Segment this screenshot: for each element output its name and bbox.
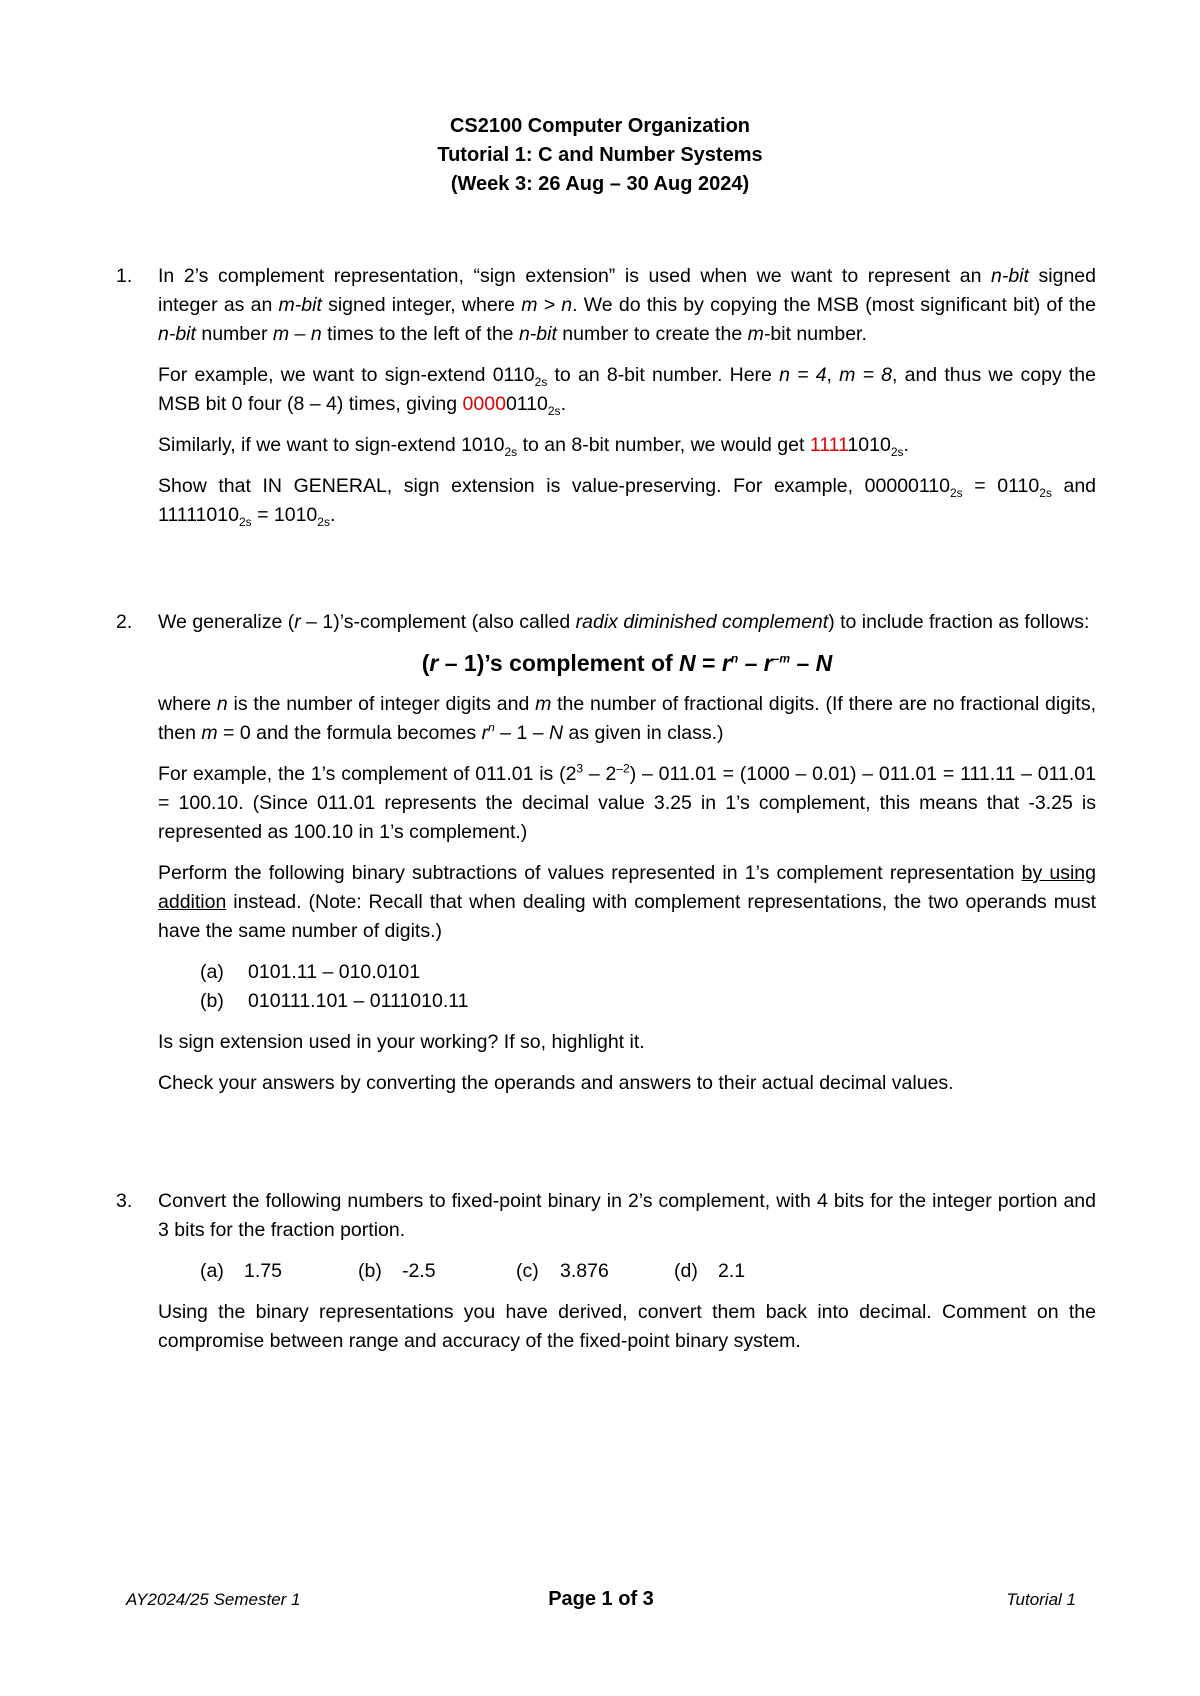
paragraph: Using the binary representations you have derived, convert them back into decimal. Comment on the compromise between range and accuracy of the fixed-point binary system. [158,1301,1096,1352]
paragraph: Is sign extension used in your working? If so, highlight it. [158,1031,645,1053]
highlighted-bits: 1111 [809,434,848,456]
question-number: 3. [116,1190,133,1212]
paragraph: For example, the 1’s complement of 011.01 is $(2^3 - 2^{-2}) - 011.01 = (1000 - 0.01) - 011.01 = 111.11 - 011.01 = 100.10$. (Since 011.01 represents the decimal value 3.25 in 1’s complement, this means that -3.25 is represented as 100.10 in 1’s complement.) [158,761,1096,843]
course-title: CS2100 Computer Organization [449,115,751,137]
question-body [158,262,1096,530]
paragraph: Convert the following numbers to fixed-point binary in 2’s complement, with 4 bits for the integer portion and 3 bits for the fraction portion. [158,1190,1096,1241]
underlined-phrase: by using addition [158,862,1096,913]
question-2 [116,608,1096,1110]
list-item: (a) 0101.11 – 010.0101 [200,961,421,983]
question-body [158,1187,1096,1356]
paragraph: We generalize (r – 1)’s-complement (also called radix diminished complement) to include fraction as follows: [158,611,1090,633]
list-item: (c) 3.876 [516,1260,609,1282]
paragraph: Show that IN GENERAL, sign extension is value-preserving. For example, $00000110_{2s} = 0110_{2s}$ and $11111010_{2s} = 1010_{2s}$. [158,475,1097,529]
complement-formula: (r – 1)’s complement of $N = r^n - r^{-m} - N$ [421,650,833,676]
paragraph: Perform the following binary subtractions of values represented in 1’s complement representation by using addition instead. (Note: Recall that when dealing with complement representations, the two operands must have the same number of digits.) [158,862,1096,942]
question-body [158,608,1096,1098]
document-header [0,112,1200,199]
list-item: (b) -2.5 [358,1260,436,1282]
highlighted-bits: 0000 [462,393,506,415]
paragraph: For example, we want to sign-extend $0110_{2s}$ to an 8-bit number. Here n = 4, m = 8, and thus we copy the MSB bit 0 four (8 – 4) times, giving $00000110_{2s}$. [158,364,1096,418]
footer-semester: AY2024/25 Semester 1 [126,1590,301,1609]
list-item: (b) 010111.101 – 0111010.11 [200,990,469,1012]
paragraph: where n is the number of integer digits and m the number of fractional digits. (If there are no fractional digits, then m = 0 and the formula becomes $r^n - 1$ – N as given in class.) [158,693,1097,744]
conversion-list [200,1257,1096,1286]
subtraction-list [200,958,1096,1016]
list-item: (a) 1.75 [200,1260,282,1282]
paragraph: Similarly, if we want to sign-extend $1010_{2s}$ to an 8-bit number, we would get $11111010_{2s}$. [158,434,909,459]
footer-tutorial: Tutorial 1 [1006,1590,1076,1609]
list-item: (d) 2.1 [674,1260,746,1282]
paragraph: Check your answers by converting the operands and answers to their actual decimal values. [158,1072,954,1094]
page-footer [126,1585,1076,1615]
page-number: Page 1 of 3 [548,1588,654,1610]
paragraph: In 2’s complement representation, “sign extension” is used when we want to represent an n-bit signed integer as an m-bit signed integer, where m > n. We do this by copying the MSB (most significant bit) of the n-bit number m – n times to the left of the n-bit number to create the m-bit number. [158,265,1097,345]
question-number: 2. [116,611,133,633]
tutorial-title: Tutorial 1: C and Number Systems [437,144,763,166]
week-dates: (Week 3: 26 Aug – 30 Aug 2024) [450,173,750,195]
question-number: 1. [116,265,133,287]
question-1 [116,262,1096,542]
question-3 [116,1187,1096,1368]
